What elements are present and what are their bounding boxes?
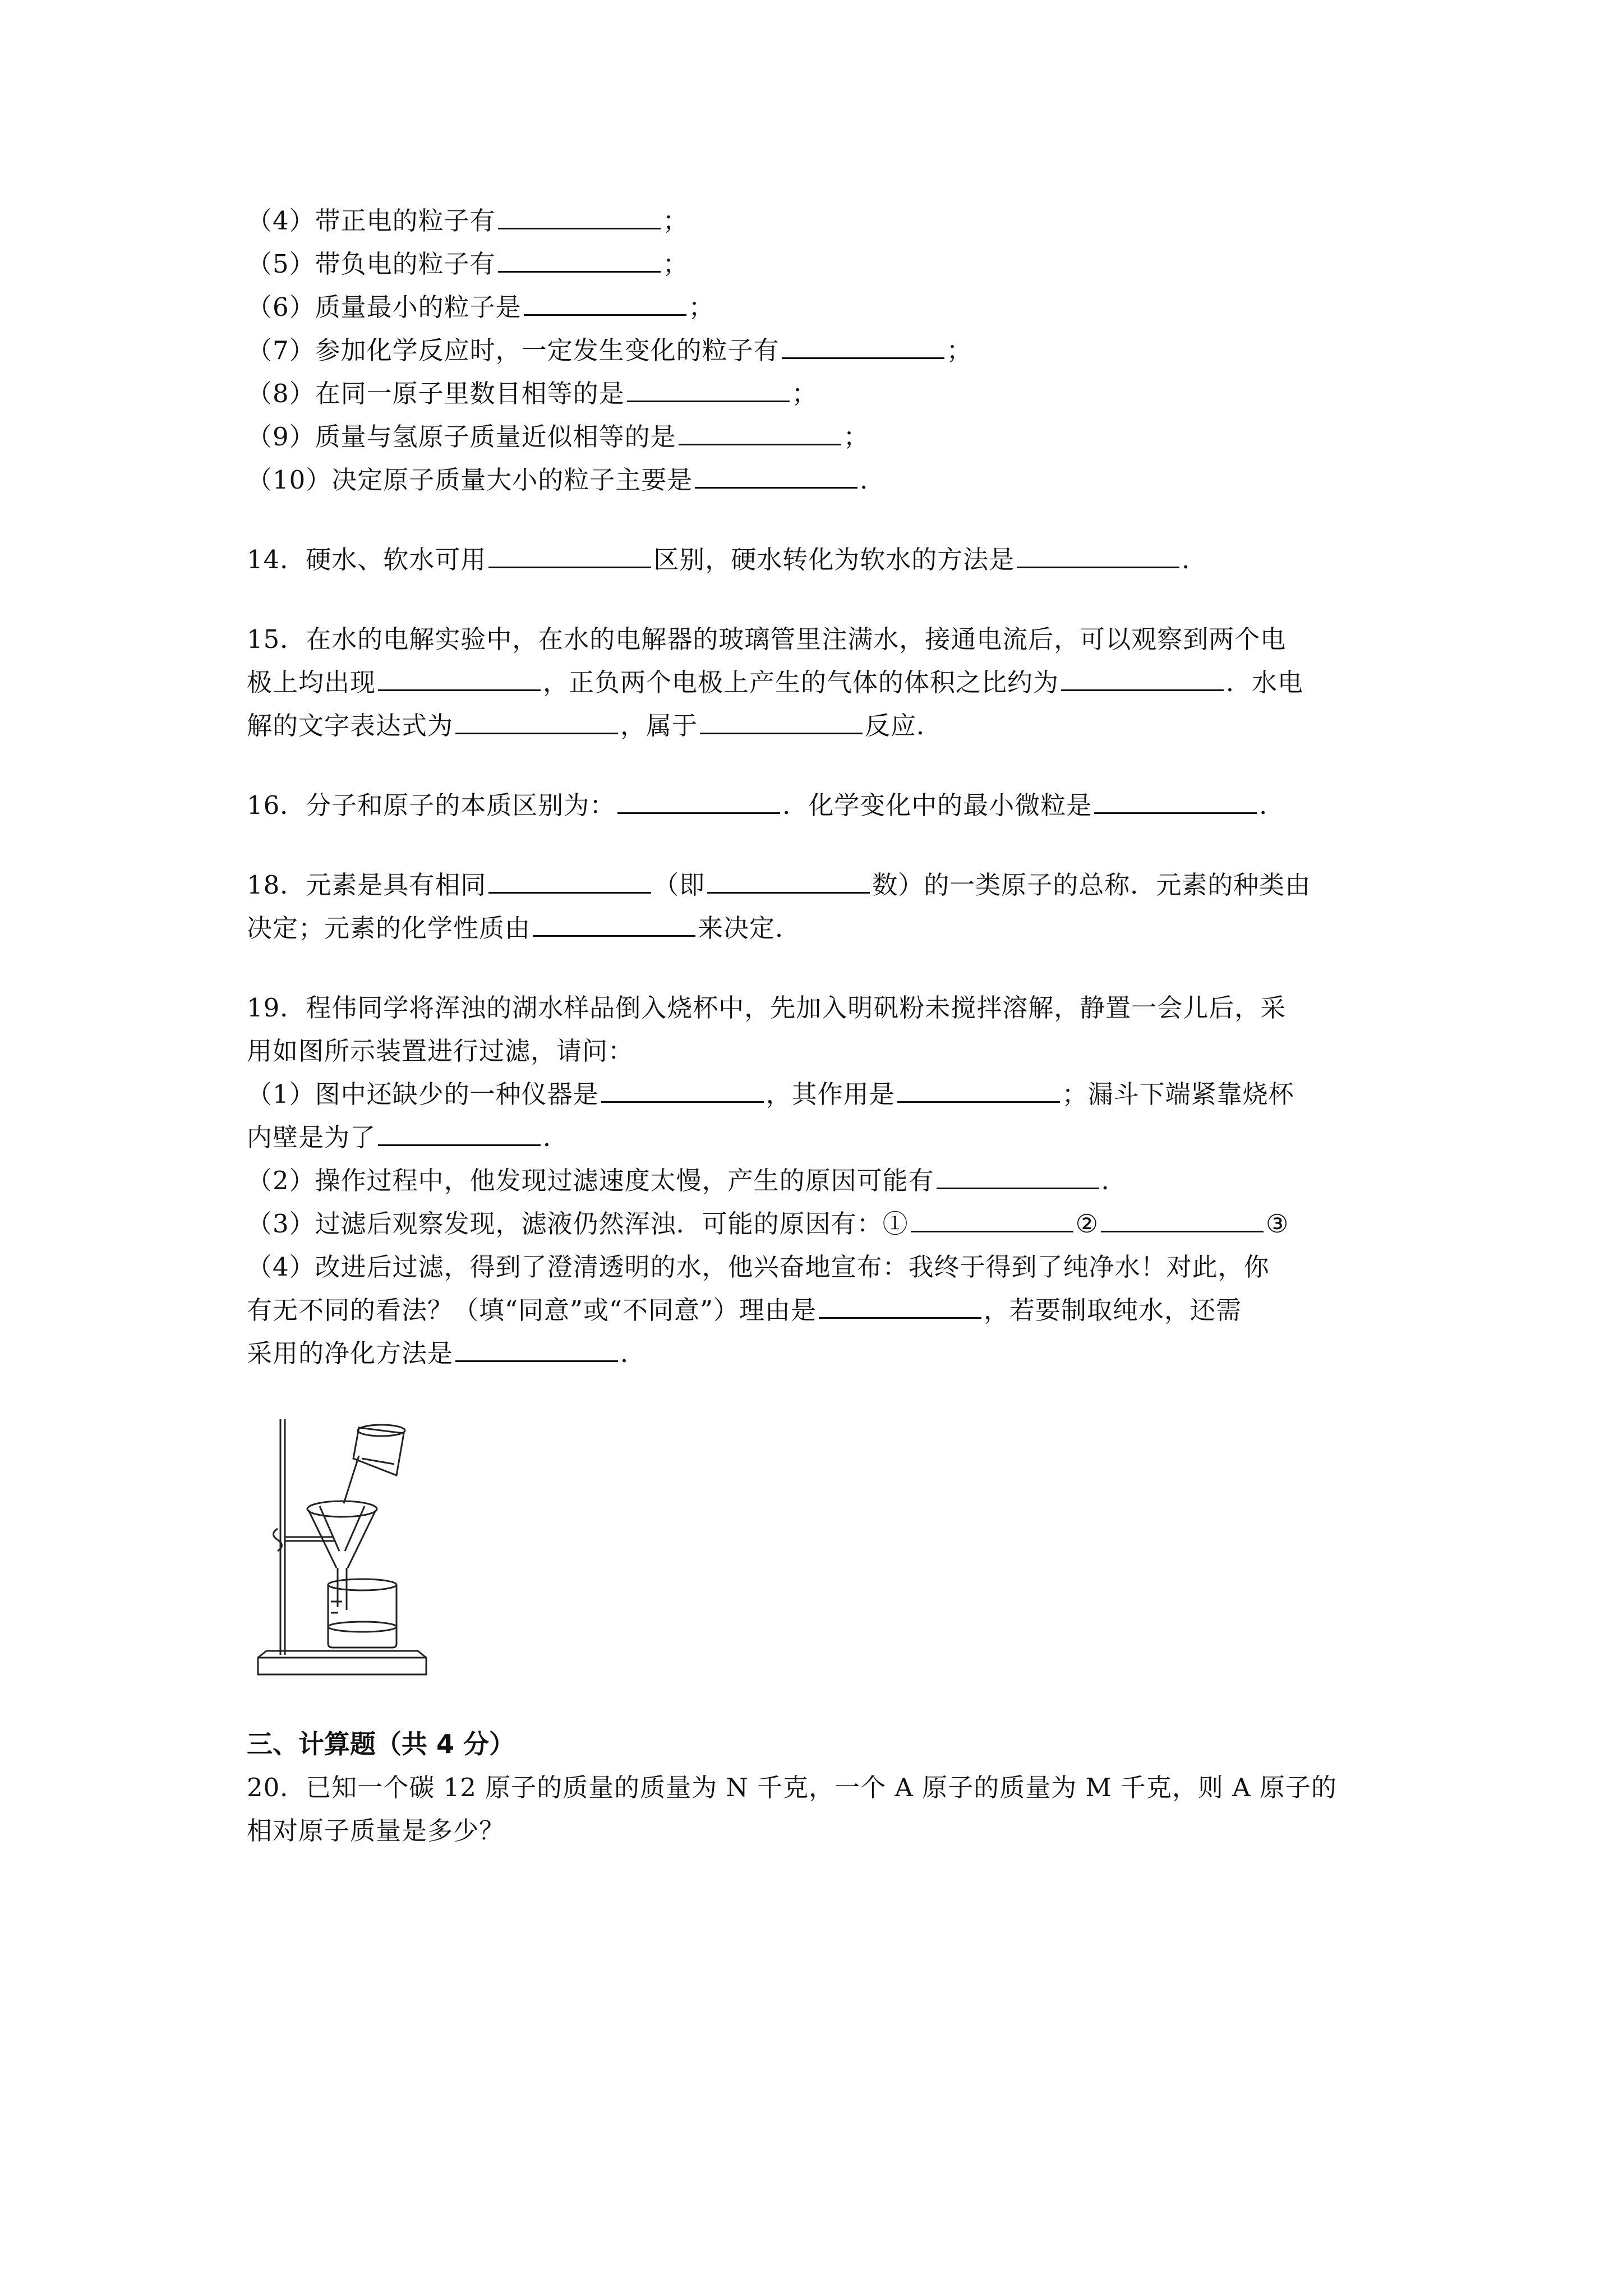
- q13-item-5: （5）带负电的粒子有 ；: [247, 249, 689, 279]
- question-19: [247, 986, 1396, 1375]
- answer-blank[interactable]: [455, 1338, 618, 1362]
- question-18: [247, 863, 1396, 950]
- question-text: 相对原子质量是多少？: [247, 1816, 505, 1846]
- answer-blank[interactable]: [601, 1079, 764, 1103]
- answer-blank[interactable]: [1101, 1208, 1264, 1232]
- answer-blank[interactable]: [533, 913, 695, 937]
- section-heading: 三、计算题（共 4 分）: [247, 1729, 515, 1759]
- answer-blank[interactable]: [455, 710, 618, 734]
- question-line: 极上均出现 ，正负两个电极上产生的气体的体积之比约为 ．水电: [247, 668, 1304, 697]
- answer-blank[interactable]: [1061, 667, 1224, 691]
- q13-item-8: （8）在同一原子里数目相等的是 ；: [247, 379, 818, 408]
- answer-blank[interactable]: [1017, 544, 1179, 568]
- answer-blank[interactable]: [897, 1079, 1060, 1103]
- answer-blank[interactable]: [707, 869, 870, 894]
- question-15: [247, 618, 1396, 747]
- answer-blank[interactable]: [488, 869, 651, 894]
- question-line: （1）图中还缺少的一种仪器是 ，其作用是 ；漏斗下端紧靠烧杯: [247, 1079, 1294, 1109]
- question-text: 用如图所示装置进行过滤，请问：: [247, 1036, 634, 1066]
- answer-blank[interactable]: [378, 667, 541, 691]
- question-line: 决定；元素的化学性质由 来决定．: [247, 913, 801, 943]
- question-line: 采用的净化方法是 ．: [247, 1338, 647, 1368]
- question-16: 16．分子和原子的本质区别为： ．化学变化中的最小微粒是 ．: [247, 790, 1285, 820]
- answer-blank[interactable]: [627, 378, 790, 402]
- answer-blank[interactable]: [617, 790, 780, 814]
- answer-blank[interactable]: [937, 1165, 1099, 1189]
- filtration-apparatus-figure: [250, 1416, 435, 1691]
- question-line: （2）操作过程中，他发现过滤速度太慢，产生的原因可能有 ．: [247, 1166, 1127, 1195]
- question-line: 18．元素是具有相同 （即 数）的一类原子的总称．元素的种类由: [247, 870, 1311, 900]
- q13-item-9: （9）质量与氢原子质量近似相等的是 ；: [247, 422, 869, 452]
- answer-blank[interactable]: [1094, 790, 1257, 814]
- q13-item-6: （6）质量最小的粒子是 ；: [247, 292, 714, 322]
- answer-blank[interactable]: [695, 464, 857, 489]
- question-text: 19．程伟同学将浑浊的湖水样品倒入烧杯中，先加入明矾粉未搅拌溶解，静置一会儿后，采: [247, 993, 1287, 1023]
- question-text: 20．已知一个碳 12 原子的质量的质量为 N 千克，一个 A 原子的质量为 M 千克，则 A 原子的: [247, 1773, 1338, 1802]
- answer-blank[interactable]: [498, 249, 661, 273]
- question-line: 内壁是为了 ．: [247, 1122, 569, 1152]
- filtration-apparatus-icon: [250, 1416, 435, 1691]
- question-14: 14．硬水、软水可用 区别，硬水转化为软水的方法是 ．: [247, 545, 1208, 574]
- answer-blank[interactable]: [911, 1208, 1073, 1232]
- question-line: （3）过滤后观察发现，滤液仍然浑浊．可能的原因有：① ② ③: [247, 1209, 1289, 1239]
- q13-item-4: （4）带正电的粒子有 ；: [247, 206, 689, 236]
- question-text: 15．在水的电解实验中，在水的电解器的玻璃管里注满水，接通电流后，可以观察到两个电: [247, 624, 1287, 654]
- answer-blank[interactable]: [700, 710, 863, 734]
- question-line: 有无不同的看法？（填“同意”或“不同意”）理由是 ，若要制取纯水，还需: [247, 1295, 1242, 1325]
- answer-blank[interactable]: [819, 1295, 981, 1319]
- q13-item-10: （10）决定原子质量大小的粒子主要是 ．: [247, 465, 886, 495]
- answer-blank[interactable]: [782, 335, 944, 359]
- answer-blank[interactable]: [498, 205, 661, 229]
- answer-blank[interactable]: [524, 292, 686, 316]
- question-text: （4）改进后过滤，得到了澄清透明的水，他兴奋地宣布：我终于得到了纯净水！对此，你: [247, 1252, 1270, 1282]
- answer-blank[interactable]: [679, 421, 841, 445]
- question-line: 解的文字表达式为 ，属于 反应．: [247, 711, 943, 740]
- q13-items: [247, 199, 1396, 501]
- answer-blank[interactable]: [488, 544, 651, 568]
- answer-blank[interactable]: [378, 1122, 541, 1146]
- q13-item-7: （7）参加化学反应时，一定发生变化的粒子有 ；: [247, 335, 972, 365]
- question-20: [247, 1766, 1396, 1852]
